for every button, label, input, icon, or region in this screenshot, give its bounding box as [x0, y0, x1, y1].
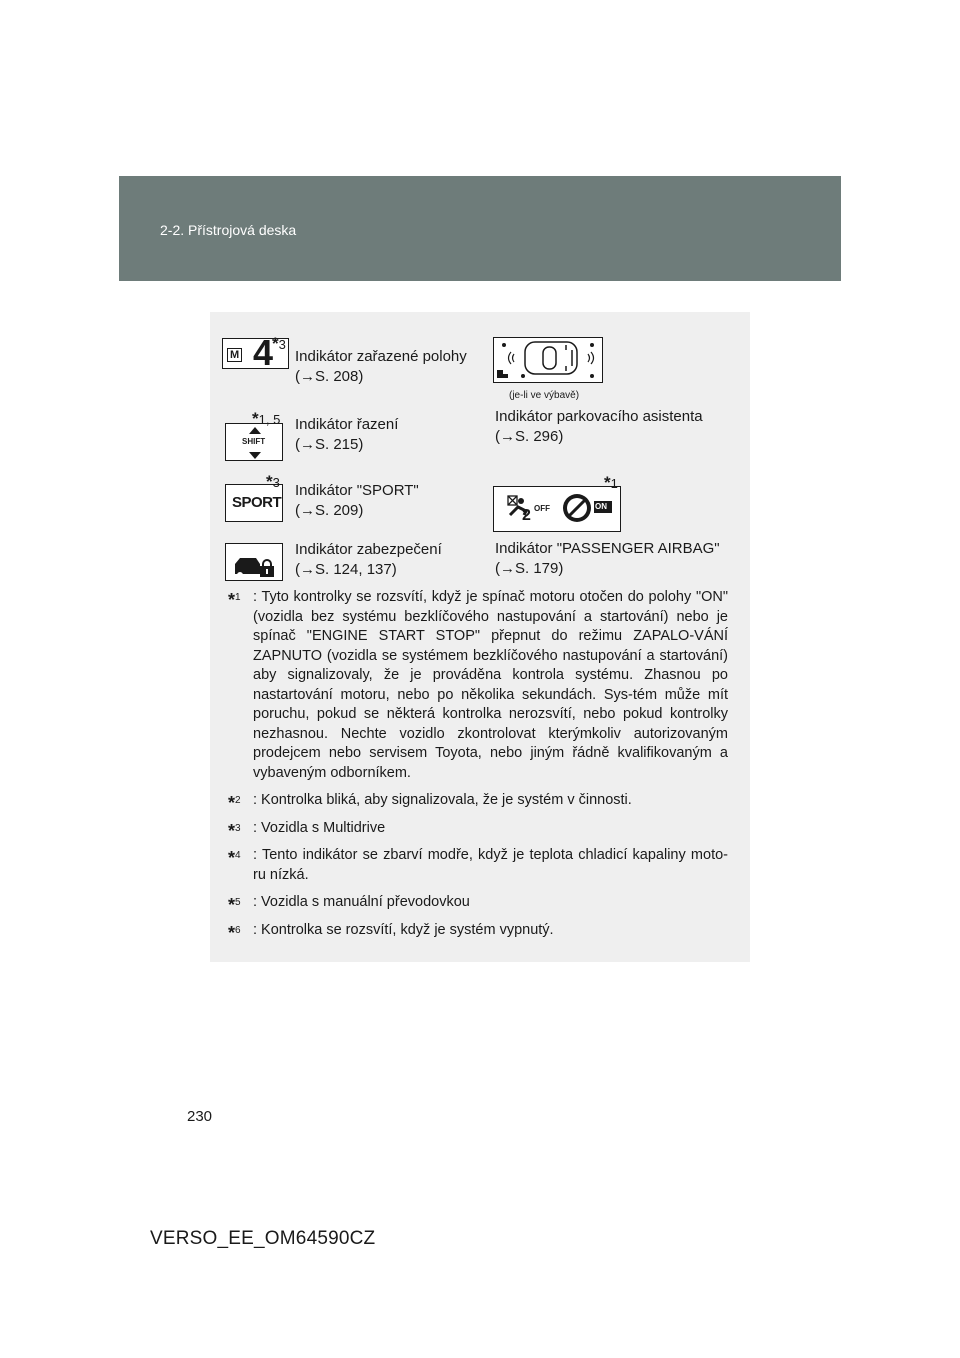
- footnote-marker: *$^5$: [228, 894, 241, 915]
- passenger-airbag-label: Indikátor "PASSENGER AIRBAG": [495, 540, 720, 557]
- parking-assist-text: [495, 407, 703, 447]
- footnote-text: : Kontrolka se rozsvítí, když je systém vypnutý.: [253, 921, 554, 938]
- gear-digit: 4: [253, 332, 274, 373]
- airbag-seat-digit: 2: [522, 507, 531, 524]
- footnote-marker: *$^3$: [228, 820, 241, 841]
- footnote-number: 4: [235, 850, 241, 861]
- document-code: VERSO_EE_OM64590CZ: [150, 1228, 376, 1249]
- footnote-1: [228, 588, 728, 783]
- passenger-airbag-ref: (→S. 179): [495, 560, 564, 577]
- footnote-3: [228, 819, 728, 839]
- gear-position-label: Indikátor zařazené polohy: [295, 348, 467, 365]
- footnote-text: : Tento indikátor se zbarví modře, když je teplota chladicí kapaliny moto-ru nízká.: [253, 847, 728, 883]
- security-indicator-label: Indikátor zabezpečení: [295, 541, 442, 558]
- gear-position-ref: (→S. 208): [295, 368, 364, 385]
- parking-assist-icon: [493, 337, 603, 383]
- footnote-marker: *$^1$: [228, 589, 241, 610]
- sport-indicator-text: [295, 481, 419, 521]
- page-number: 230: [187, 1108, 213, 1125]
- footnote-text: : Kontrolka bliká, aby signalizovala, že je systém v činnosti.: [253, 792, 632, 808]
- passenger-airbag-icon: [493, 486, 621, 532]
- footnote-marker: *$^6$: [228, 922, 241, 943]
- footnote-number: 3: [235, 822, 241, 834]
- shift-indicator-label: Indikátor řazení: [295, 416, 399, 433]
- security-indicator-icon: [225, 543, 283, 581]
- footnote-5: [228, 893, 728, 913]
- footnote-number: 5: [235, 897, 241, 908]
- footnotes: [228, 588, 728, 948]
- footnote-mark-shift: *1, 5: [252, 409, 281, 428]
- footnote-number: 2: [235, 795, 241, 806]
- header-band: [119, 176, 841, 281]
- gear-position-text: [295, 347, 467, 387]
- airbag-on-label: ON: [595, 502, 607, 511]
- gear-mode-letter: M: [227, 348, 242, 362]
- footnote-2: [228, 791, 728, 811]
- footnote-number: 6: [235, 924, 241, 936]
- footnote-mark-airbag: *1: [604, 473, 618, 492]
- airbag-off-label: OFF: [534, 504, 550, 513]
- sport-indicator-label: Indikátor "SPORT": [295, 482, 419, 499]
- footnote-marker: *$^2$: [228, 792, 241, 813]
- footnote-text: : Vozidla s manuální převodovkou: [253, 894, 470, 910]
- parking-sensor-car-icon: [494, 338, 604, 384]
- security-indicator-text: [295, 540, 442, 580]
- parking-assist-availability-note: (je-li ve výbavě): [509, 390, 580, 401]
- footnote-mark-sport: *3: [266, 472, 280, 491]
- footnote-text: : Vozidla s Multidrive: [253, 819, 386, 836]
- car-lock-icon: [226, 544, 284, 582]
- footnote-marker: *$^4$: [228, 847, 241, 868]
- footnote-number: 1: [235, 592, 241, 603]
- sport-indicator-ref: (→S. 209): [295, 502, 364, 519]
- parking-assist-label: Indikátor parkovacího asistenta: [495, 408, 703, 425]
- shift-indicator-ref: (→S. 215): [295, 436, 364, 453]
- security-indicator-ref: (→S. 124, 137): [295, 561, 397, 578]
- section-title: 2-2. Přístrojová deska: [160, 222, 297, 238]
- sport-label: SPORT: [232, 494, 282, 511]
- footnote-4: [228, 846, 728, 885]
- passenger-airbag-text: [495, 539, 720, 579]
- parking-assist-ref: (→S. 296): [495, 428, 564, 445]
- shift-label: SHIFT: [242, 437, 266, 446]
- footnote-text: : Tyto kontrolky se rozsvítí, když je spínač motoru otočen do polohy "ON" (vozidla bez systému bezklíčového nastupování a startování) nebo je spínač "ENGINE START STOP" přepnut do režimu ZAPALO-VÁNÍ ZAPNUTO (vozidla se systémem bezklíčového nastupování a startování) aby signalizovaly, že je prováděna kontrola systému. Zhasnou po nastartování motoru, nebo po několika sekundách. Sys-tém může mít poruchu, pokud se některá kontrolka nerozsvítí, nebo pokud kontrolky nezhasnou. Nechte vozidlo zkontrolovat kterýmkoliv autorizovaným prodejcem nebo servisem Toyota, nebo jiným řádně kvalifikovaným a vybaveným odborníkem.: [253, 589, 728, 781]
- footnote-mark-gear: *3: [272, 334, 286, 353]
- footnote-6: [228, 921, 728, 941]
- shift-indicator-text: [295, 415, 398, 455]
